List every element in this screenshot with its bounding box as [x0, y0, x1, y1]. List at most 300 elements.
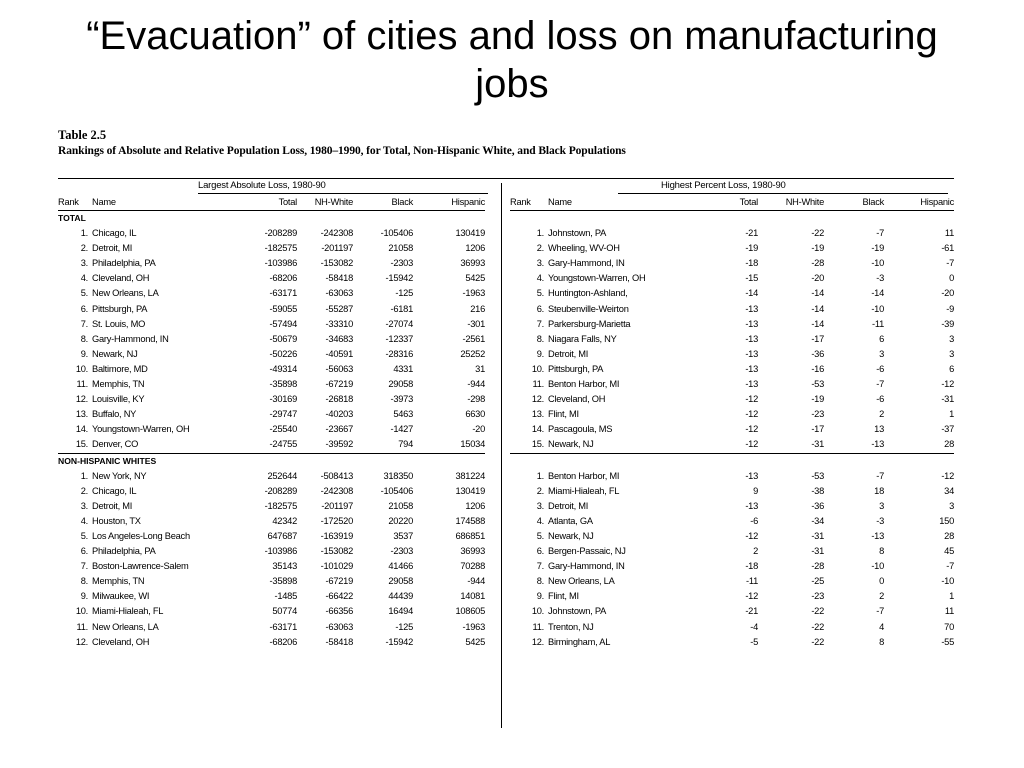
total-cell: -35898	[269, 379, 297, 390]
section-label-row	[510, 454, 954, 469]
black-cell: -14	[871, 288, 884, 299]
name-cell: Memphis, TN	[92, 576, 145, 587]
column-header-black: Black	[353, 194, 413, 211]
table-row	[58, 620, 485, 635]
total-cell: -208289	[264, 228, 297, 239]
hispanic-cell: -20	[941, 288, 954, 299]
column-header-hispanic: Hispanic	[413, 194, 485, 211]
right-table-body	[510, 211, 954, 650]
rank-cell: 10.	[531, 606, 544, 617]
rank-cell: 5.	[80, 530, 88, 541]
slide-title	[0, 12, 1024, 108]
name-cell: Atlanta, GA	[548, 515, 593, 526]
rank-cell: 2.	[536, 243, 544, 254]
hispanic-cell: 0	[949, 273, 954, 284]
rank-cell: 4.	[536, 515, 544, 526]
total-cell: -24755	[269, 439, 297, 450]
rank-cell: 7.	[80, 318, 88, 329]
total-cell: 9	[753, 485, 758, 496]
table-row	[58, 347, 485, 362]
black-cell: 29058	[388, 576, 413, 587]
rank-cell: 5.	[80, 288, 88, 299]
hispanic-cell: 5425	[465, 273, 485, 284]
hispanic-cell: 45	[944, 546, 954, 557]
nh-white-cell: -22	[811, 228, 824, 239]
total-cell: -49314	[269, 363, 297, 374]
hispanic-cell: -12	[941, 379, 954, 390]
black-cell: -125	[395, 621, 413, 632]
table-row	[510, 499, 954, 514]
black-cell: -3	[876, 515, 884, 526]
name-cell: New Orleans, LA	[92, 288, 159, 299]
table-row	[58, 437, 485, 453]
column-header-black: Black	[824, 194, 884, 211]
name-cell: Flint, MI	[548, 409, 579, 420]
total-cell: -13	[745, 363, 758, 374]
rank-cell: 15.	[531, 439, 544, 450]
nh-white-cell: -28	[811, 561, 824, 572]
total-cell: 2	[753, 546, 758, 557]
population-loss-table	[58, 128, 954, 647]
black-cell: 318350	[383, 470, 413, 481]
hispanic-cell: -7	[946, 258, 954, 269]
table-row	[510, 392, 954, 407]
total-cell: -13	[745, 348, 758, 359]
total-cell: 647687	[267, 530, 297, 541]
nh-white-cell: -201197	[321, 500, 353, 511]
nh-white-cell: -63063	[325, 621, 353, 632]
black-cell: -7	[876, 606, 884, 617]
hispanic-cell: 36993	[460, 546, 485, 557]
name-cell: Youngstown-Warren, OH	[92, 424, 190, 435]
hispanic-cell: 130419	[455, 485, 485, 496]
rank-cell: 1.	[80, 228, 88, 239]
table-row	[58, 286, 485, 301]
black-cell: -15942	[385, 636, 413, 647]
hispanic-cell: 3	[949, 348, 954, 359]
name-cell: Milwaukee, WI	[92, 591, 150, 602]
rank-cell: 3.	[536, 500, 544, 511]
black-cell: -12337	[385, 333, 413, 344]
nh-white-cell: -36	[811, 500, 824, 511]
nh-white-cell: -14	[811, 303, 824, 314]
total-cell: -63171	[269, 621, 297, 632]
nh-white-cell: -66356	[325, 606, 353, 617]
nh-white-cell: -172520	[320, 515, 353, 526]
name-cell: Chicago, IL	[92, 485, 137, 496]
name-cell: Cleveland, OH	[92, 273, 150, 284]
hispanic-cell: 108605	[455, 606, 485, 617]
left-table-body	[58, 211, 485, 650]
total-cell: -63171	[269, 288, 297, 299]
rank-cell: 7.	[536, 318, 544, 329]
table-row	[58, 226, 485, 241]
hispanic-cell: 150	[939, 515, 954, 526]
hispanic-cell: -7	[946, 561, 954, 572]
rank-cell: 5.	[536, 288, 544, 299]
table-row	[510, 362, 954, 377]
table-row	[58, 529, 485, 544]
black-cell: -7	[876, 470, 884, 481]
nh-white-cell: -17	[811, 333, 824, 344]
black-cell: 29058	[388, 379, 413, 390]
right-half-table	[510, 194, 954, 650]
rank-cell: 9.	[536, 591, 544, 602]
name-cell: Pascagoula, MS	[548, 424, 613, 435]
table-row	[58, 317, 485, 332]
nh-white-cell: -63063	[325, 288, 353, 299]
table-row	[510, 422, 954, 437]
rank-cell: 8.	[80, 333, 88, 344]
hispanic-cell: -10	[941, 576, 954, 587]
rank-cell: 12.	[75, 394, 88, 405]
rank-cell: 2.	[80, 243, 88, 254]
total-cell: -18	[745, 561, 758, 572]
table-row	[58, 499, 485, 514]
black-cell: 41466	[388, 561, 413, 572]
rank-cell: 2.	[80, 485, 88, 496]
hispanic-cell: 31	[475, 363, 485, 374]
table-row	[510, 604, 954, 619]
black-cell: 2	[879, 409, 884, 420]
name-cell: Baltimore, MD	[92, 363, 148, 374]
rank-cell: 12.	[531, 394, 544, 405]
rank-cell: 4.	[80, 273, 88, 284]
nh-white-cell: -28	[811, 258, 824, 269]
hispanic-cell: 14081	[460, 591, 485, 602]
name-cell: Johnstown, PA	[548, 606, 607, 617]
name-cell: Miami-Hialeah, FL	[92, 606, 164, 617]
name-cell: Benton Harbor, MI	[548, 470, 620, 481]
black-cell: -2303	[390, 546, 413, 557]
rank-cell: 9.	[80, 348, 88, 359]
name-cell: Gary-Hammond, IN	[548, 258, 625, 269]
total-cell: -12	[745, 439, 758, 450]
name-cell: Birmingham, AL	[548, 636, 611, 647]
nh-white-cell: -22	[811, 606, 824, 617]
hispanic-cell: 3	[949, 333, 954, 344]
table-row	[58, 604, 485, 619]
name-cell: Bergen-Passaic, NJ	[548, 546, 626, 557]
nh-white-cell: -33310	[325, 318, 353, 329]
rank-cell: 8.	[536, 576, 544, 587]
table-row	[58, 544, 485, 559]
total-cell: -12	[745, 530, 758, 541]
column-header-name: Name	[92, 194, 247, 211]
table-row	[58, 559, 485, 574]
nh-white-cell: -58418	[325, 273, 353, 284]
hispanic-cell: 174588	[455, 515, 485, 526]
name-cell: Denver, CO	[92, 439, 139, 450]
rank-cell: 7.	[536, 561, 544, 572]
black-cell: -6	[876, 394, 884, 405]
name-cell: Youngstown-Warren, OH	[548, 273, 646, 284]
hispanic-cell: 1206	[465, 243, 485, 254]
rank-cell: 1.	[80, 470, 88, 481]
total-cell: -13	[745, 333, 758, 344]
table-row	[58, 484, 485, 499]
name-cell: Memphis, TN	[92, 379, 145, 390]
hispanic-cell: 5425	[465, 636, 485, 647]
rank-cell: 12.	[531, 636, 544, 647]
nh-white-cell: -39592	[325, 439, 353, 450]
left-group-header: Largest Absolute Loss, 1980-90	[198, 180, 326, 191]
black-cell: -15942	[385, 273, 413, 284]
hispanic-cell: 36993	[460, 258, 485, 269]
column-header-rank: Rank	[510, 194, 548, 211]
hispanic-cell: -301	[467, 318, 485, 329]
black-cell: -125	[395, 288, 413, 299]
table-top-rule	[58, 178, 954, 179]
table-row	[58, 392, 485, 407]
nh-white-cell: -31	[811, 530, 824, 541]
name-cell: Benton Harbor, MI	[548, 379, 620, 390]
hispanic-cell: -55	[941, 636, 954, 647]
total-cell: -18	[745, 258, 758, 269]
column-header-total: Total	[688, 194, 758, 211]
nh-white-cell: -25	[811, 576, 824, 587]
black-cell: 4	[879, 621, 884, 632]
table-row	[58, 302, 485, 317]
black-cell: 8	[879, 546, 884, 557]
name-cell: Parkersburg-Marietta	[548, 318, 631, 329]
table-row	[510, 407, 954, 422]
nh-white-cell: -22	[811, 636, 824, 647]
hispanic-cell: -9	[946, 303, 954, 314]
rank-cell: 1.	[536, 470, 544, 481]
black-cell: 8	[879, 636, 884, 647]
left-column-header-row	[58, 194, 485, 211]
total-cell: 35143	[272, 561, 297, 572]
total-cell: -35898	[269, 576, 297, 587]
name-cell: Huntington-Ashland,	[548, 288, 628, 299]
nh-white-cell: -53	[811, 470, 824, 481]
hispanic-cell: 216	[470, 303, 485, 314]
total-cell: 42342	[272, 515, 297, 526]
section-label: TOTAL	[58, 213, 86, 223]
rank-cell: 2.	[536, 485, 544, 496]
nh-white-cell: -36	[811, 348, 824, 359]
hispanic-cell: 15034	[460, 439, 485, 450]
hispanic-cell: -37	[941, 424, 954, 435]
section-label	[510, 454, 954, 469]
table-row	[510, 514, 954, 529]
rank-cell: 6.	[80, 546, 88, 557]
black-cell: 20220	[388, 515, 413, 526]
nh-white-cell: -23	[811, 591, 824, 602]
name-cell: Miami-Hialeah, FL	[548, 485, 620, 496]
black-cell: 13	[874, 424, 884, 435]
table-row	[510, 484, 954, 499]
column-header-hispanic: Hispanic	[884, 194, 954, 211]
black-cell: 2	[879, 591, 884, 602]
section-label	[510, 211, 954, 227]
table-row	[510, 347, 954, 362]
nh-white-cell: -58418	[325, 636, 353, 647]
black-cell: -10	[871, 303, 884, 314]
table-row	[58, 377, 485, 392]
column-divider	[501, 183, 502, 728]
column-header-rank: Rank	[58, 194, 92, 211]
name-cell: St. Louis, MO	[92, 318, 146, 329]
nh-white-cell: -40203	[325, 409, 353, 420]
name-cell: Pittsburgh, PA	[92, 303, 148, 314]
nh-white-cell: -34683	[325, 333, 353, 344]
table-row	[510, 620, 954, 635]
rank-cell: 7.	[80, 561, 88, 572]
table-row	[510, 635, 954, 650]
total-cell: -68206	[269, 273, 297, 284]
table-row	[510, 256, 954, 271]
name-cell: Detroit, MI	[92, 500, 133, 511]
table-row	[58, 635, 485, 650]
total-cell: -15	[745, 273, 758, 284]
table-row	[58, 574, 485, 589]
rank-cell: 8.	[80, 576, 88, 587]
name-cell: Flint, MI	[548, 591, 579, 602]
total-cell: -13	[745, 303, 758, 314]
table-row	[58, 514, 485, 529]
black-cell: 3	[879, 500, 884, 511]
table-row	[510, 529, 954, 544]
nh-white-cell: -31	[811, 546, 824, 557]
hispanic-cell: -944	[467, 576, 485, 587]
nh-white-cell: -55287	[325, 303, 353, 314]
black-cell: -27074	[385, 318, 413, 329]
black-cell: -10	[871, 561, 884, 572]
hispanic-cell: -31	[941, 394, 954, 405]
black-cell: -28316	[385, 348, 413, 359]
name-cell: Houston, TX	[92, 515, 141, 526]
hispanic-cell: 1206	[465, 500, 485, 511]
nh-white-cell: -14	[811, 288, 824, 299]
black-cell: -105406	[380, 485, 413, 496]
nh-white-cell: -153082	[320, 546, 353, 557]
nh-white-cell: -16	[811, 363, 824, 374]
total-cell: -103986	[264, 546, 297, 557]
hispanic-cell: 70	[944, 621, 954, 632]
table-row	[510, 271, 954, 286]
table-row	[510, 302, 954, 317]
rank-cell: 11.	[532, 379, 544, 390]
black-cell: 4331	[393, 363, 413, 374]
black-cell: -6181	[390, 303, 413, 314]
nh-white-cell: -14	[811, 318, 824, 329]
column-header-total: Total	[247, 194, 297, 211]
hispanic-cell: -61	[941, 243, 954, 254]
black-cell: -2303	[390, 258, 413, 269]
name-cell: Gary-Hammond, IN	[92, 333, 169, 344]
name-cell: Niagara Falls, NY	[548, 333, 617, 344]
rank-cell: 6.	[536, 303, 544, 314]
slide-title-line-1: “Evacuation” of cities and loss on manufacturing	[86, 14, 938, 58]
total-cell: -12	[745, 409, 758, 420]
hispanic-cell: -1963	[462, 621, 485, 632]
section-label-row	[58, 454, 485, 469]
black-cell: 16494	[388, 606, 413, 617]
black-cell: 3537	[393, 530, 413, 541]
table-row	[58, 589, 485, 604]
total-cell: -13	[745, 318, 758, 329]
black-cell: 794	[398, 439, 413, 450]
total-cell: -1485	[274, 591, 297, 602]
name-cell: Cleveland, OH	[92, 636, 150, 647]
nh-white-cell: -17	[811, 424, 824, 435]
rank-cell: 13.	[531, 409, 544, 420]
name-cell: Gary-Hammond, IN	[548, 561, 625, 572]
black-cell: -13	[871, 530, 884, 541]
nh-white-cell: -67219	[325, 576, 353, 587]
nh-white-cell: -20	[811, 273, 824, 284]
table-row	[58, 422, 485, 437]
black-cell: 5463	[393, 409, 413, 420]
table-row	[510, 574, 954, 589]
nh-white-cell: -508413	[320, 470, 353, 481]
rank-cell: 6.	[80, 303, 88, 314]
hispanic-cell: 70288	[460, 561, 485, 572]
name-cell: Newark, NJ	[548, 530, 594, 541]
column-header-name: Name	[548, 194, 688, 211]
table-row	[510, 544, 954, 559]
rank-cell: 13.	[75, 409, 88, 420]
table-row	[510, 437, 954, 453]
total-cell: -19	[745, 243, 758, 254]
hispanic-cell: -1963	[462, 288, 485, 299]
table-row	[58, 241, 485, 256]
total-cell: -30169	[269, 394, 297, 405]
total-cell: -182575	[264, 243, 297, 254]
rank-cell: 8.	[536, 333, 544, 344]
table-row	[58, 407, 485, 422]
table-row	[510, 377, 954, 392]
name-cell: Buffalo, NY	[92, 409, 137, 420]
black-cell: -7	[876, 379, 884, 390]
black-cell: -10	[871, 258, 884, 269]
rank-cell: 10.	[531, 363, 544, 374]
nh-white-cell: -242308	[320, 485, 353, 496]
table-caption: Table 2.5	[58, 128, 107, 142]
black-cell: 0	[879, 576, 884, 587]
nh-white-cell: -38	[811, 485, 824, 496]
nh-white-cell: -66422	[325, 591, 353, 602]
total-cell: -25540	[269, 424, 297, 435]
table-row	[510, 241, 954, 256]
total-cell: -50226	[269, 348, 297, 359]
total-cell: -11	[746, 576, 758, 587]
name-cell: Louisville, KY	[92, 394, 145, 405]
total-cell: -21	[745, 228, 758, 239]
name-cell: Philadelphia, PA	[92, 258, 156, 269]
black-cell: -13	[871, 439, 884, 450]
nh-white-cell: -23	[811, 409, 824, 420]
rank-cell: 11.	[76, 379, 88, 390]
nh-white-cell: -26818	[325, 394, 353, 405]
black-cell: 18	[874, 485, 884, 496]
name-cell: Wheeling, WV-OH	[548, 243, 620, 254]
table-row	[58, 256, 485, 271]
table-row	[58, 469, 485, 484]
hispanic-cell: 11	[944, 228, 954, 239]
rank-cell: 9.	[536, 348, 544, 359]
nh-white-cell: -101029	[320, 561, 353, 572]
rank-cell: 14.	[531, 424, 544, 435]
hispanic-cell: -39	[941, 318, 954, 329]
hispanic-cell: 381224	[455, 470, 485, 481]
rank-cell: 3.	[80, 258, 88, 269]
rank-cell: 3.	[536, 258, 544, 269]
total-cell: -6	[750, 515, 758, 526]
total-cell: -4	[750, 621, 758, 632]
